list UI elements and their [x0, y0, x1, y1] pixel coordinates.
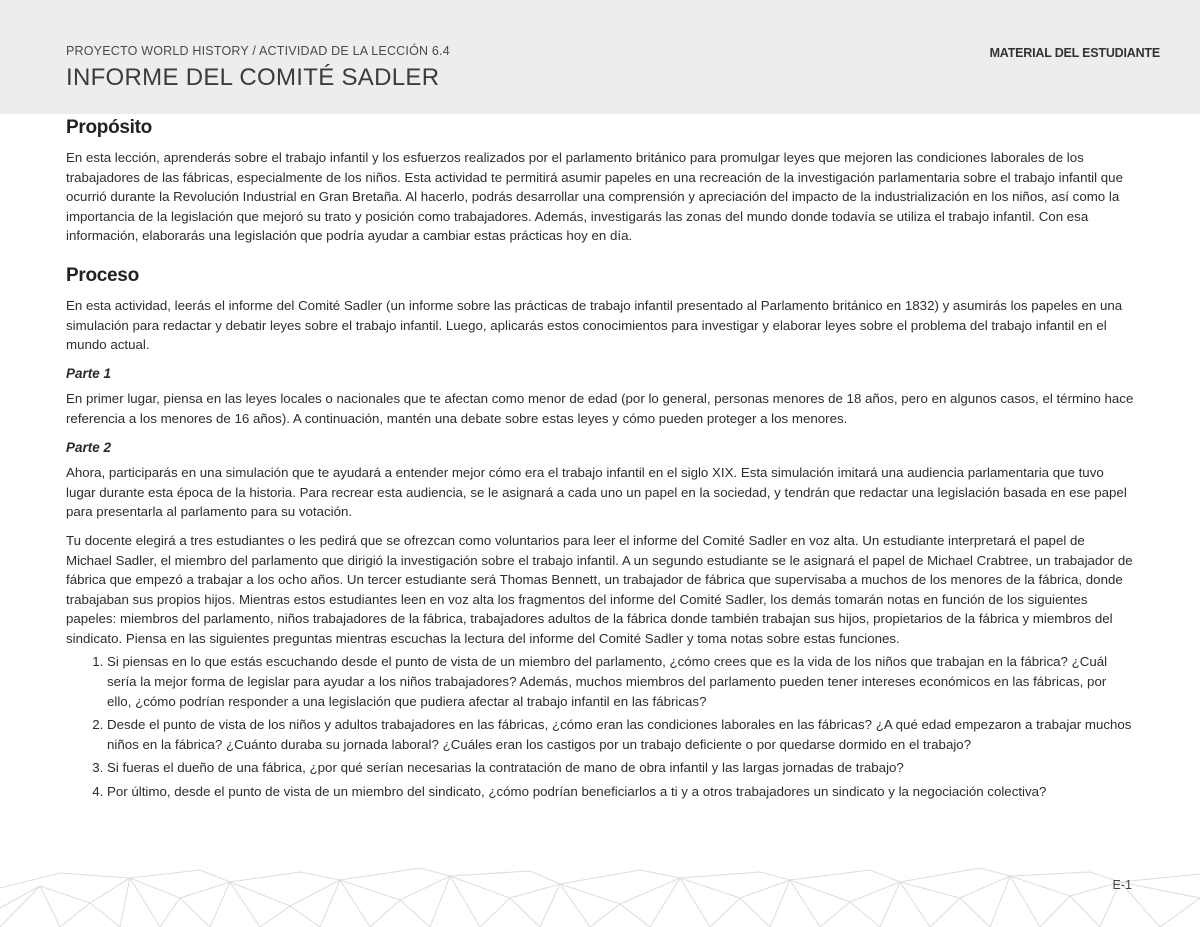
- question-item: 3. Si fueras el dueño de una fábrica, ¿por qué serían necesarias la contratación de mano de obra infantil y las largas jornadas de trabajo?: [107, 758, 1134, 778]
- question-item: 4. Por último, desde el punto de vista de un miembro del sindicato, ¿cómo podrían beneficiarlos a ti y a otros trabajadores un sindicato y la negociación colectiva?: [107, 782, 1134, 802]
- part-1-label: Parte 1: [66, 365, 112, 381]
- question-item: 1. Si piensas en lo que estás escuchando desde el punto de vista de un miembro del parlamento, ¿cómo crees que es la vida de los niños que trabajan en la fábrica? ¿Cuál sería la mejor forma de legislar para ayudar a los niños trabajadores? Además, muchos miembros del parlamento pueden tener intereses económicos en las fábricas, por ello, ¿cómo podrían responder a una legislación que pudiera afectar al trabajo infantil en las fábricas?: [107, 652, 1134, 711]
- student-material-tag: MATERIAL DEL ESTUDIANTE: [989, 46, 1160, 60]
- process-heading: Proceso: [66, 264, 139, 286]
- purpose-section: [66, 116, 1134, 246]
- purpose-paragraph: En esta lección, aprenderás sobre el trabajo infantil y los esfuerzos realizados por el parlamento británico para promulgar leyes que mejoren las condiciones laborales de los trabajadores de las fábricas, especialmente de los niños. Esta actividad te permitirá asumir papeles en una recreación de la investigación parlamentaria sobre el trabajo infantil que ocurrió durante la Revolución Industrial en Gran Bretaña. Al hacerlo, podrás desarrollar una comprensión y apreciación del impacto de la industrialización en los niños, así como la importancia de la legislación que mejoró su trato y posición como trabajadores. Además, investigarás las zonas del mundo donde todavía se utiliza el trabajo infantil. Con esa información, elaborarás una legislación que podría ayudar a cambiar estas prácticas hoy en día.: [66, 150, 1123, 244]
- document-title: INFORME DEL COMITÉ SADLER: [66, 64, 440, 91]
- part-1-paragraph: En primer lugar, piensa en las leyes locales o nacionales que te afectan como menor de edad (por lo general, personas menores de 18 años, pero en algunos casos, el término hace referencia a los menores de 16 años). A continuación, mantén una debate sobre estas leyes y cómo pueden proteger a los menores.: [66, 391, 1134, 426]
- part-2-label: Parte 2: [66, 439, 112, 455]
- question-item: 2. Desde el punto de vista de los niños y adultos trabajadores en las fábricas, ¿cómo eran las condiciones laborales en las fábricas? ¿A qué edad empezaron a trabajar muchos niños en la fábrica? ¿Cuánto duraba su jornada laboral? ¿Cuáles eran los castigos por un trabajo deficiente o por quedarse dormido en el trabajo?: [107, 715, 1134, 754]
- document-body: [66, 116, 1134, 806]
- part-2-paragraph-1: Ahora, participarás en una simulación que te ayudará a entender mejor cómo era el trabajo infantil en el siglo XIX. Esta simulación imitará una audiencia parlamentaria que tuvo lugar durante esta época de la historia. Para recrear esta audiencia, se le asignará a cada uno un papel en la sociedad, y tendrán que redactar una legislación basada en ese papel para presentarla al parlamento para su votación.: [66, 465, 1127, 520]
- process-intro: En esta actividad, leerás el informe del Comité Sadler (un informe sobre las prácticas de trabajo infantil presentado al Parlamento británico en 1832) y asumirás los papeles en una simulación para redactar y debatir leyes sobre el trabajo infantil. Luego, aplicarás estos conocimientos para investigar y elaborar leyes sobre el problema del trabajo infantil en el mundo actual.: [66, 297, 1123, 353]
- project-kicker: PROYECTO WORLD HISTORY / ACTIVIDAD DE LA LECCIÓN 6.4: [66, 44, 450, 58]
- page-header: [0, 0, 1200, 114]
- part-2-paragraph-2: Tu docente elegirá a tres estudiantes o les pedirá que se ofrezcan como voluntarios para leer el informe del Comité Sadler en voz alta. Un estudiante interpretará el papel de Michael Sadler, el miembro del parlamento que dirigió la investigación sobre el trabajo infantil. A un segundo estudiante se le asignará el papel de Michael Crabtree, un trabajador de fábrica que empezó a trabajar a los ocho años. Un tercer estudiante será Thomas Bennett, un trabajador de fábrica que supervisaba a muchos de los menores de la fábrica, donde trabajaban sus propios hijos. Mientras estos estudiantes leen en voz alta los fragmentos del informe del Comité Sadler, los demás tomarán notas en función de los siguientes papeles: miembros del parlamento, niños trabajadores de la fábrica, trabajadores adultos de la fábrica donde también trabajan sus hijos, propietarios de la fábrica y miembros del sindicato. Piensa en las siguientes preguntas mientras escuchas la lectura del informe del Comité Sadler y toma notas sobre estas funciones.: [66, 532, 1133, 646]
- purpose-heading: Propósito: [66, 117, 152, 138]
- page-number: E-1: [1112, 878, 1132, 892]
- decorative-footer-pattern: [0, 868, 1200, 927]
- question-list: [66, 652, 1134, 801]
- process-section: [66, 264, 1134, 802]
